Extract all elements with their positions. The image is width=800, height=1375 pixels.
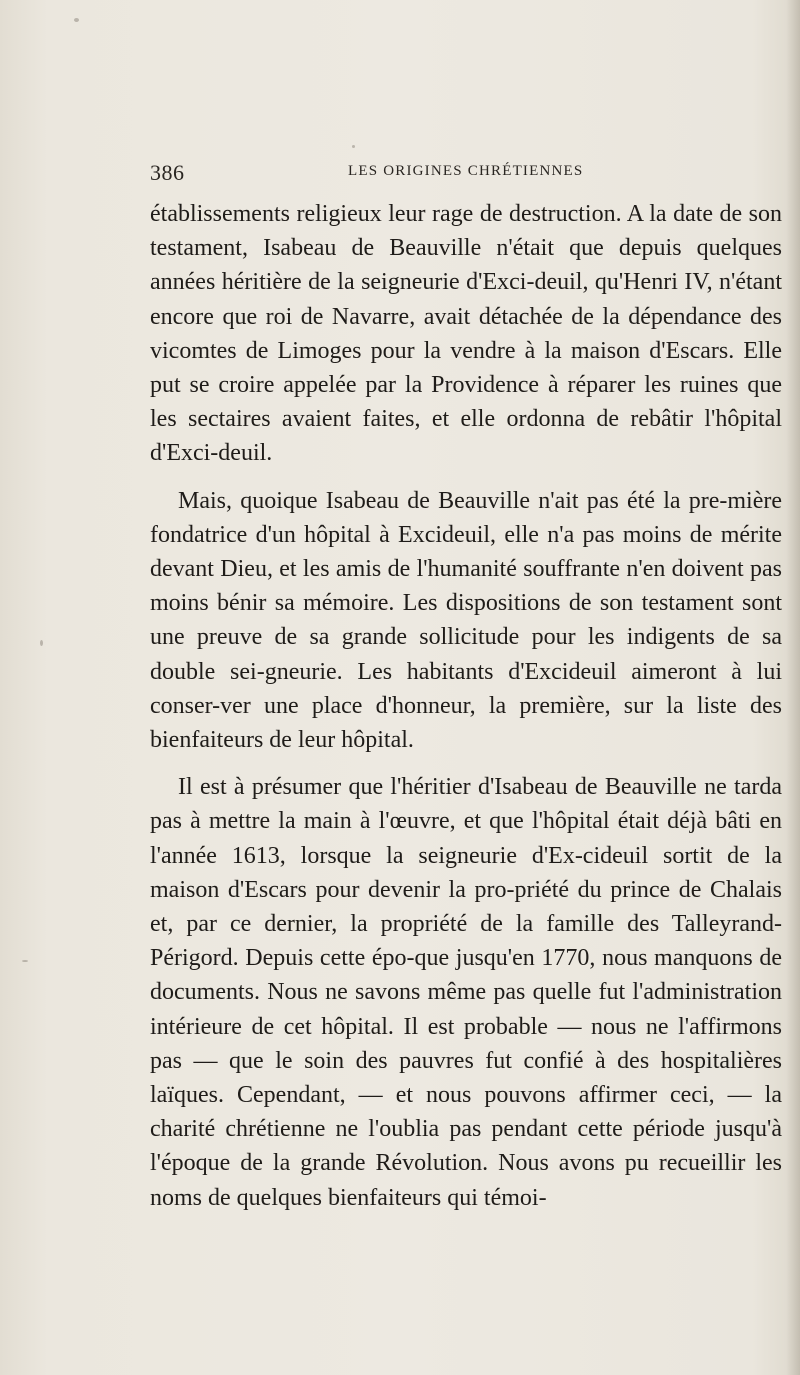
- paper-speck: [74, 18, 79, 22]
- page-number: 386: [150, 160, 185, 185]
- paper-speck: [40, 640, 43, 646]
- paragraph: Il est à présumer que l'héritier d'Isabeau de Beauville ne tarda pas à mettre la main à l'œuvre, et que l'hôpital était déjà bâti en l'année 1613, lorsque la seigneurie d'Ex-cideuil sortit de la maison d'Escars pour devenir la pro-priété du prince de Chalais et, par ce dernier, la propriété de la famille des Talleyrand-Périgord. Depuis cette épo-que jusqu'en 1770, nous manquons de documents. Nous ne savons même pas quelle fut l'administration intérieure de cet hôpital. Il est probable — nous ne l'affirmons pas — que le soin des pauvres fut confié à des hospitalières laïques. Cependant, — et nous pouvons affirmer ceci, — la charité chrétienne ne l'oublia pas pendant cette période jusqu'à l'époque de la grande Révolution. Nous avons pu recueillir les noms de quelques bienfaiteurs qui témoi-: [150, 774, 782, 1211]
- running-head: LES ORIGINES CHRÉTIENNES: [348, 163, 584, 179]
- paragraph: Mais, quoique Isabeau de Beauville n'ait pas été la pre-mière fondatrice d'un hôpital à Excideuil, elle n'a pas moins de mérite devant Dieu, et les amis de l'humanité souffrante n'en doivent pas moins bénir sa mémoire. Les dispositions de son testament sont une preuve de sa grande sollicitude pour les indigents de sa double sei-gneurie. Les habitants d'Excideuil aimeront à lui conser-ver une place d'honneur, la première, sur la liste des bienfaiteurs de leur hôpital.: [150, 487, 782, 754]
- paper-speck: [352, 145, 355, 148]
- page-header: [150, 160, 782, 190]
- body-text: [150, 197, 782, 1215]
- paper-speck: [22, 960, 28, 962]
- paragraph-continued: établissements religieux leur rage de destruction. A la date de son testament, Isabeau de Beauville n'était que depuis quelques années héritière de la seigneurie d'Exci-deuil, qu'Henri IV, n'étant encore que roi de Navarre, avait détachée de la dépendance des vicomtes de Limoges pour la vendre à la maison d'Escars. Elle put se croire appelée par la Providence à réparer les ruines que les sectaires avaient faites, et elle ordonna de rebâtir l'hôpital d'Exci-deuil.: [150, 201, 782, 467]
